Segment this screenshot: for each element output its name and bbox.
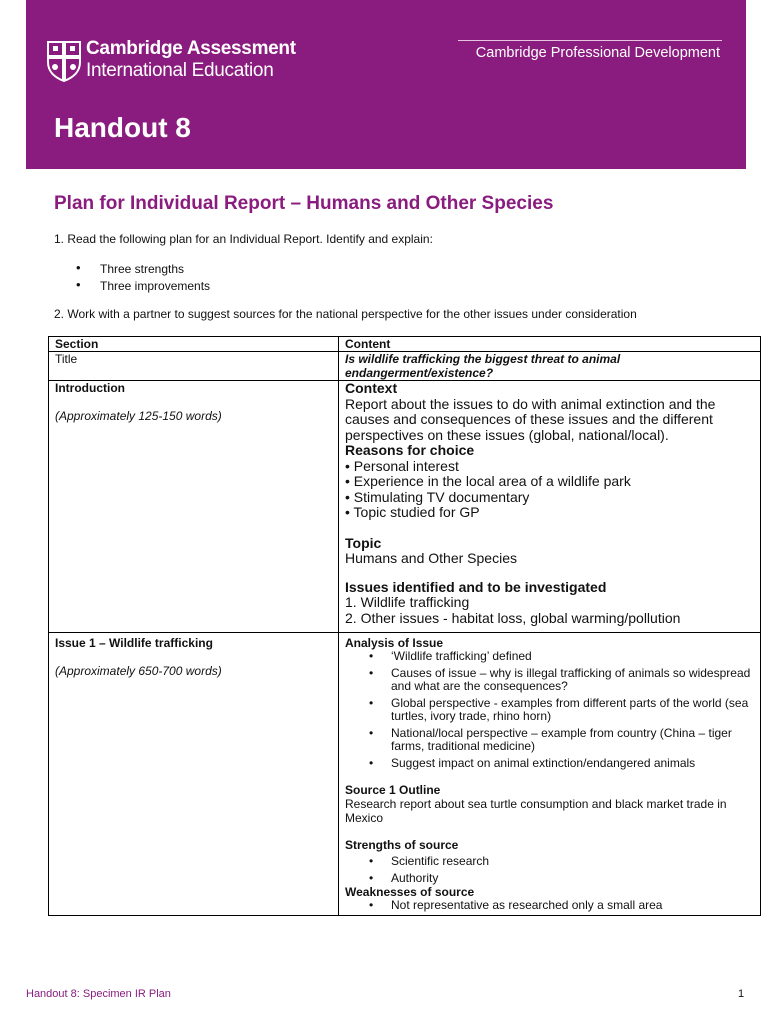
instruction-1: 1. Read the following plan for an Individual Report. Identify and explain:	[54, 232, 433, 246]
reason-item: • Personal interest	[345, 457, 459, 474]
context-text: Report about the issues to do with animal extinction and the causes and consequences of these issues and the different perspectives on these issues (global, national/local).	[345, 395, 716, 443]
list-item: • Global perspective - examples from different parts of the world (sea turtles, ivory trade, rhino horn)	[369, 697, 754, 724]
report-title-cell: Is wildlife trafficking the biggest threat to animal endangerment/existence?	[339, 352, 761, 381]
analysis-heading: Analysis of Issue	[345, 636, 444, 650]
org-line-1: Cambridge Assessment	[86, 38, 296, 59]
source-text: Research report about sea turtle consumption and black market trade in Mexico	[345, 797, 727, 825]
table-row-title	[49, 352, 761, 381]
section-issue-1-cell	[49, 633, 339, 916]
word-count-note: (Approximately 650-700 words)	[55, 664, 222, 678]
introduction-content-cell	[339, 381, 761, 633]
reasons-heading: Reasons for choice	[345, 442, 475, 458]
org-line-2: International Education	[86, 60, 274, 81]
issue-item: 1. Wildlife trafficking	[345, 594, 470, 610]
handout-title: Handout 8	[54, 112, 191, 143]
bullet-item: • Three strengths	[76, 262, 210, 279]
strengths-list	[369, 855, 754, 885]
footer-label: Handout 8: Specimen IR Plan	[26, 988, 171, 1000]
list-item: • ‘Wildlife trafficking’ defined	[369, 650, 754, 664]
analysis-list	[369, 650, 754, 770]
section-introduction-cell	[49, 381, 339, 633]
cambridge-shield-logo	[46, 40, 82, 82]
list-item: • Authority	[369, 872, 754, 886]
document-subtitle: Plan for Individual Report – Humans and Other Species	[54, 193, 554, 214]
list-item: • Not representative as researched only a small area	[369, 899, 754, 913]
issues-heading: Issues identified and to be investigated	[345, 578, 607, 595]
list-item: • Causes of issue – why is illegal trafficking of animals so widespread and what are the consequences?	[369, 667, 754, 694]
topic-heading: Topic	[345, 534, 382, 551]
header-content: Content	[339, 337, 761, 352]
bullet-item: • Three improvements	[76, 279, 210, 296]
program-divider	[458, 40, 722, 41]
source-heading: Source 1 Outline	[345, 783, 441, 797]
list-item: • Suggest impact on animal extinction/endangered animals	[369, 757, 754, 771]
strengths-heading: Strengths of source	[345, 838, 459, 852]
organization-name	[86, 38, 296, 82]
section-label: Issue 1 – Wildlife trafficking	[55, 636, 213, 650]
table-row-issue-1	[49, 633, 761, 916]
header-section: Section	[49, 337, 339, 352]
reason-item: • Experience in the local area of a wildlife park	[345, 473, 631, 489]
instruction-2: 2. Work with a partner to suggest sources for the national perspective for the other issues under consideration	[54, 307, 637, 321]
list-item: • National/local perspective – example from country (China – tiger farms, traditional medicine)	[369, 727, 754, 754]
section-label: Introduction	[55, 381, 125, 395]
weaknesses-heading: Weaknesses of source	[345, 885, 475, 899]
reason-item: • Topic studied for GP	[345, 504, 480, 520]
report-plan-table	[48, 336, 761, 916]
instruction-bullets	[76, 262, 210, 296]
reason-item: • Stimulating TV documentary	[345, 488, 530, 505]
section-title-cell: Title	[49, 352, 339, 381]
program-name: Cambridge Professional Development	[475, 45, 720, 61]
table-row-introduction	[49, 381, 761, 633]
issue-item: 2. Other issues - habitat loss, global warming/pollution	[345, 609, 681, 626]
issue-1-content-cell	[339, 633, 761, 916]
list-item: • Scientific research	[369, 855, 754, 869]
table-header-row	[49, 337, 761, 352]
page-number: 1	[738, 988, 745, 1000]
header-banner	[26, 0, 746, 169]
topic-text: Humans and Other Species	[345, 550, 517, 566]
word-count-note: (Approximately 125-150 words)	[55, 409, 222, 423]
context-heading: Context	[345, 380, 398, 396]
weaknesses-list	[369, 899, 754, 913]
